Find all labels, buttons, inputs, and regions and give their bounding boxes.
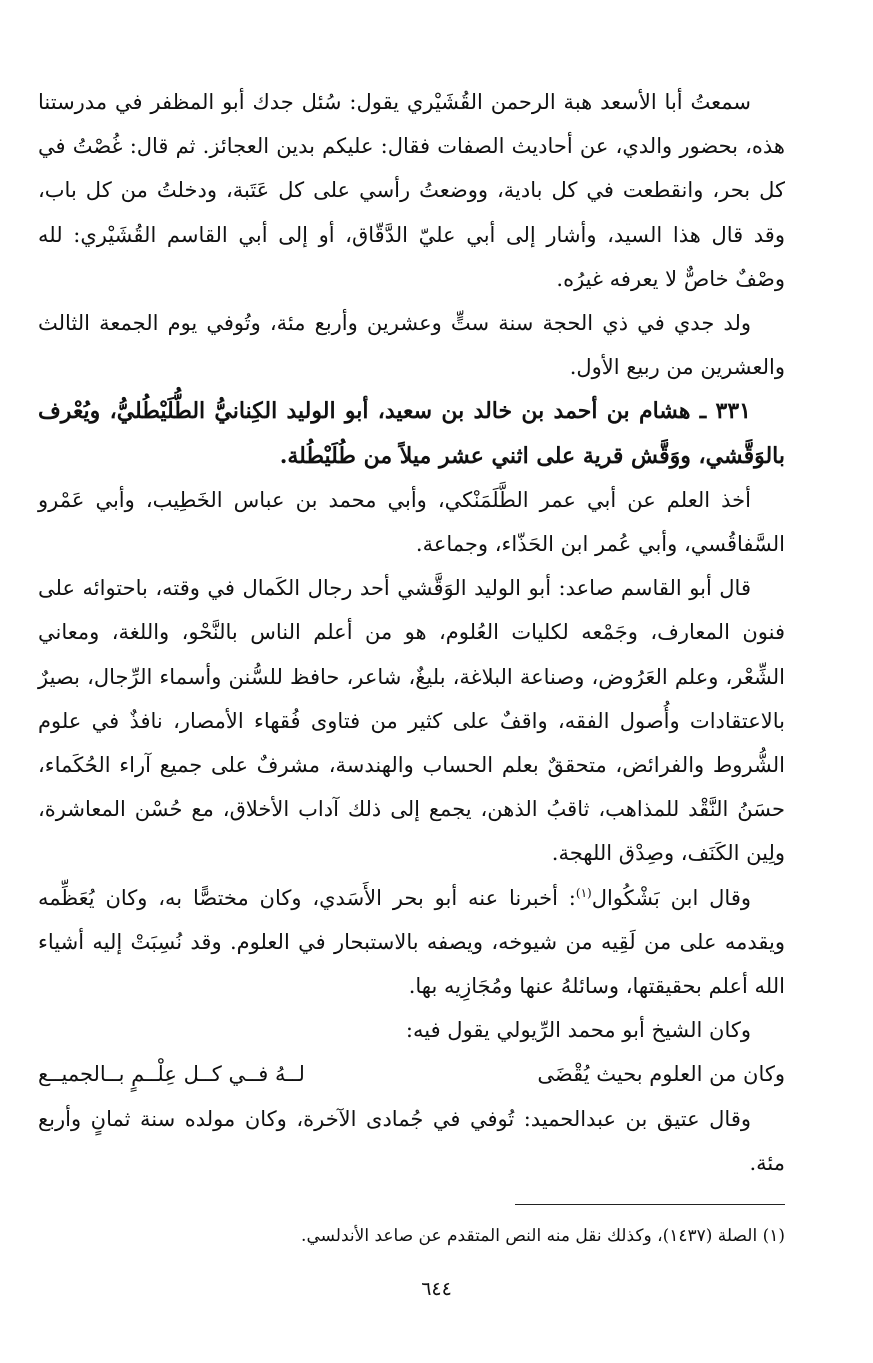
entry-heading: ٣٣١ ـ هشام بن أحمد بن خالد بن سعيد، أبو الوليد الكِنانيُّ الطُّلَيْطُليُّ، ويُعْرف بالوَقَّشي، ووَقَّش قرية على اثني عشر ميلاً من طُلَيْطُلة. [38,398,785,469]
poem-verse [38,1052,785,1096]
paragraph-2: ولد جدي في ذي الحجة سنة ستٍّ وعشرين وأربع مئة، وتُوفي يوم الجمعة الثالث والعشرين من ربيع الأول. [38,311,785,380]
paragraph-3: أخذ العلم عن أبي عمر الطَّلَمَنْكي، وأبي محمد بن عباس الخَطِيب، وأبي عَمْرو السَّفاقُسي، وأبي عُمر ابن الحَذّاء، وجماعة. [38,487,785,557]
paragraph-1: سمعتُ أبا الأسعد هبة الرحمن القُشَيْري يقول: سُئل جدك أبو المظفر في مدرستنا هذه، بحضور والدي، عن أحاديث الصفات فقال: عليكم بدين العجائز. ثم قال: غُصْتُ في كل بحر، وانقطعت في كل بادية، ووضعتُ رأسي على كل عَتَبة، ودخلتُ من كل باب، وقد قال هذا السيد، وأشار إلى أبي عليّ الدَّقّاق، أو إلى أبي القاسم القُشَيْري: لله وصْفٌ خاصٌّ لا يعرفه غيرُه. [38,90,785,291]
paragraph-5 [38,876,785,1009]
page-number: ٦٤٤ [421,1278,452,1300]
poem-hemistich-right: وكان من العلوم بحيث يُقْضَى [537,1062,785,1087]
footnote-marker: (١) [575,885,592,900]
footnote-divider [515,1204,785,1205]
paragraph-4: قال أبو القاسم صاعد: أبو الوليد الوَقَّشي أحد رجال الكَمال في وقته، باحتوائه على فنون المعارف، وجَمْعه لكليات العُلوم، هو من أعلم الناس بالنَّحْو، واللغة، ومعاني الشِّعْر، وعلم العَرُوض، وصناعة البلاغة، بليغٌ، شاعر، حافظ للسُّنن وأسماء الرِّجال، بصيرٌ بالاعتقادات وأُصول الفقه، واقفٌ على كثير من فتاوى فُقهاء الأمصار، نافذٌ في علوم الشُّروط والفرائض، متحققٌ بعلم الحساب والهندسة، مشرفٌ على جميع آراء الحُكَماء، حسَنُ النَّقْد للمذاهب، ثاقبُ الذهن، يجمع إلى ذلك آداب الأخلاق، مع حُسْن المعاشرة، ولِين الكَنَف، وصِدْق اللهجة. [38,576,785,866]
footnote: (١) الصلة (١٤٣٧)، وكذلك نقل منه النص المتقدم عن صاعد الأندلسي. [301,1226,785,1246]
paragraph-7: وقال عتيق بن عبدالحميد: تُوفي في جُمادى الآخرة، وكان مولده سنة ثمانٍ وأربع مئة. [38,1106,785,1175]
main-text [38,80,785,1185]
paragraph-5-start: وقال ابن بَشْكُوال [591,885,752,910]
paragraph-5-rest: : أخبرنا عنه أبو بحر الأَسَدي، وكان مختصًّا به، وكان يُعَظِّمه ويقدمه على من لَقِيه من شيوخه، ويصفه بالاستبحار في العلوم. وقد نُسِبَتْ إليه أشياء الله أعلم بحقيقتها، وسائلهُ عنها ومُجَازِيه بها. [38,885,785,999]
poem-hemistich-left: لــهُ فــي كــل عِلْــمٍ بــالجميــع [38,1062,305,1087]
paragraph-6: وكان الشيخ أبو محمد الرِّيولي يقول فيه: [405,1018,751,1043]
